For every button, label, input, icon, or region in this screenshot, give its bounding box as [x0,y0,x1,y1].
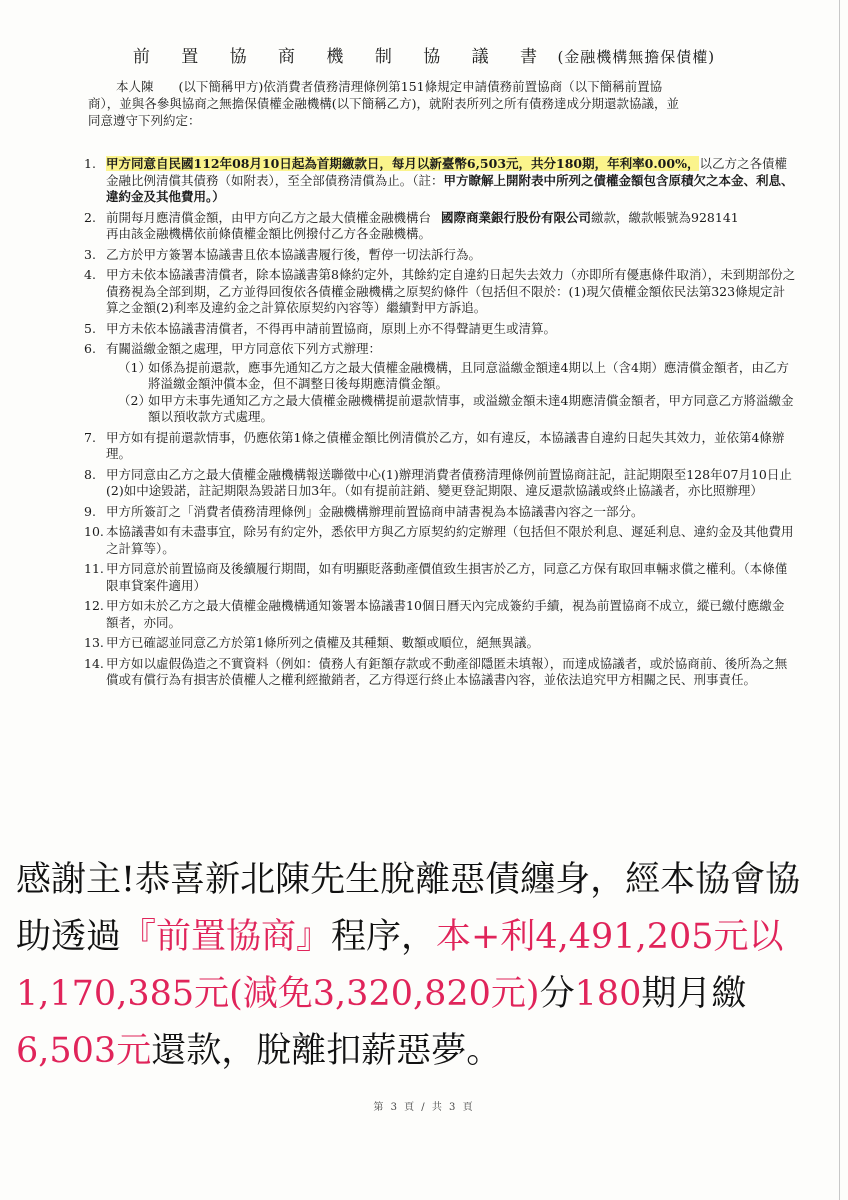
clause-text: 甲方同意於前置協商及後續履行期間，如有明顯貶落動產價值致生損害於乙方，同意乙方保有取回車輛求償之權利。（本條僅限車貸案件適用） [106,561,788,593]
clause-text: 甲方未依本協議書清償者，除本協議書第8條約定外，其餘約定自違約日起失去效力（亦即所有優惠條件取消），未到期部份之債務視為全部到期，乙方並得回復依各債權金融機構之原契約條件（包括但不限於：(1)現欠債權金額依民法第323條規定計算之金額(2)利率及違約金之計算依原契約內容等）繼續對甲方訴追。 [106,267,796,315]
testimonial-highlight: 『前置協商』 [121,917,332,957]
clause-14 [84,656,796,689]
clause-number: 13. [84,635,104,650]
clause-text-2: 繳款，繳款帳號為928141 再由該金融機構依前條債權金額比例撥付乙方各金融機構。 [106,209,789,241]
clause-8 [84,467,796,500]
clause-2 [84,210,796,243]
clause-12 [84,598,796,631]
clause-text: 甲方如以虛假偽造之不實資料（例如：債務人有鉅額存款或不動產卻隱匿未填報），而達成協議者，或於協商前、後所為之無償或有償行為有損害於債權人之權利經撤銷者，乙方得逕行終止本協議書內容，並依法追究甲方相關之民、刑事責任。 [106,655,788,687]
clause-11 [84,561,796,594]
clause-3 [84,247,796,264]
intro-line: 商），並與各參與協商之無擔保債權金融機構(以下簡稱乙方)，就附表所列之所有債務達成分期還款協議，並 [88,96,680,111]
testimonial-periods: 180 [574,974,642,1014]
testimonial-part: 感謝主!恭喜新北陳先生脫離惡債纏身，經本協會協助透過 [16,860,801,957]
sub-text: 如係為提前還款，應事先通知乙方之最大債權金融機構，且同意溢繳金額達4期以上（含4期）應清償金額者，由乙方將溢繳金額沖償本金，但不調整日後每期應清償金額。 [148,359,789,391]
sub-number: （2） [118,392,151,408]
sub-number: （1） [118,359,151,375]
clause-text: 以乙方之各債權金融比例清償其債務（如附表），至全部債務清償為止。（註： [106,156,787,188]
page-number: 第 3 頁 / 共 3 頁 [373,1102,475,1113]
bank-name: 國際商業銀行股份有限公司 [441,209,592,225]
clause-text: 前開每月應清償金額，由甲方向乙方之最大債權金融機構台 [106,209,432,225]
title-main: 前 置 協 商 機 制 協 議 書 [132,47,551,67]
clause-text: 本協議書如有未盡事宜，除另有約定外，悉依甲方與乙方原契約約定辦理（包括但不限於利息、遲延利息、違約金及其他費用之計算等）。 [106,524,794,556]
clause-text: 甲方未依本協議書清償者，不得再申請前置協商，原則上亦不得聲請更生或清算。 [106,320,557,336]
clause-number: 12. [84,598,104,613]
testimonial-monthly: 6,503元 [16,1031,152,1071]
page-edge [839,0,840,1200]
clause-body [106,156,796,206]
clause-10 [84,524,796,557]
clause-body [106,341,796,426]
testimonial-part: 程序， [331,917,437,957]
testimonial-part: 還款，脫離扣薪惡夢。 [151,1031,502,1071]
clause-7 [84,430,796,463]
sub-item [118,360,796,393]
intro-line: 本人陳 (以下簡稱甲方)依消費者債務清理條例第151條規定申請債務前置協商（以下簡稱前置協 [116,79,663,94]
clause-number: 2. [84,209,96,225]
clause-13 [84,635,796,652]
clause-text: 甲方已確認並同意乙方於第1條所列之債權及其種類、數額或順位，絕無異議。 [106,635,539,650]
clause-number: 7. [84,429,96,445]
clause-5 [84,321,796,338]
clause-text: 甲方同意由乙方之最大債權金融機構報送聯徵中心(1)辦理消費者債務清理條例前置協商註記，註記期限至128年07月10日止(2)如中途毀諾，註記期限為毀諾日加3年。（如有提前註銷、變更登記期限、違反還款協議或終止協議者，亦比照辦理） [106,466,792,498]
clause-list [84,156,796,693]
sub-text: 如甲方未事先通知乙方之最大債權金融機構提前還款情事，或溢繳金額未達4期應清償金額者，甲方同意乙方將溢繳金額以預收款方式處理。 [148,392,794,424]
clause-number: 6. [84,341,96,356]
highlighted-terms: 甲方同意自民國112年08月10日起為首期繳款日，每月以新臺幣6,503元，共分180期，年利率0.00%， [106,156,700,171]
document-title [0,42,848,67]
testimonial-part: 分 [539,974,575,1014]
clause-number: 4. [84,267,96,282]
clause-body [106,210,796,243]
intro-paragraph [88,78,788,129]
clause-4 [84,267,796,317]
clause-6 [84,341,796,426]
sub-list [106,360,796,426]
clause-1 [84,156,796,206]
testimonial-part: 期月繳 [641,974,747,1014]
clause-text: 乙方於甲方簽署本協議書且依本協議書履行後，暫停一切法訴行為。 [106,246,482,262]
clause-number: 11. [84,561,104,576]
clause-number: 14. [84,655,104,671]
clause-number: 1. [84,156,96,171]
clause-text: 甲方如有提前還款情事，仍應依第1條之債權金額比例清償於乙方，如有違反，本協議書自違約日起失其效力，並依第4條辦理。 [106,429,785,461]
clause-text: 有關溢繳金額之處理，甲方同意依下列方式辦理： [106,341,382,356]
clause-number: 9. [84,503,96,519]
clause-number: 10. [84,524,104,539]
sub-item [118,393,796,426]
clause-9 [84,504,796,521]
intro-line: 同意遵守下列約定： [88,113,201,128]
clause-number: 5. [84,320,96,336]
title-sub: (金融機構無擔保債權) [557,48,716,66]
testimonial-text [16,852,806,1080]
clause-text: 甲方如未於乙方之最大債權金融機構通知簽署本協議書10個日曆天內完成簽約手續，視為前置協商不成立，縱已繳付應繳金額者，亦同。 [106,598,785,630]
clause-text: 甲方所簽訂之「消費者債務清理條例」金融機構辦理前置協商申請書視為本協議書內容之一部分。 [106,503,644,519]
testimonial-amounts: 本+利4,491,205元以1,170,385元(減免3,320,820元) [16,917,784,1014]
clause-number: 3. [84,246,96,262]
clause-number: 8. [84,466,96,482]
clause-bold-note: 甲方瞭解上開附表中所列之債權金額包含原積欠之本金、利息、違約金及其他費用。） [106,172,794,204]
